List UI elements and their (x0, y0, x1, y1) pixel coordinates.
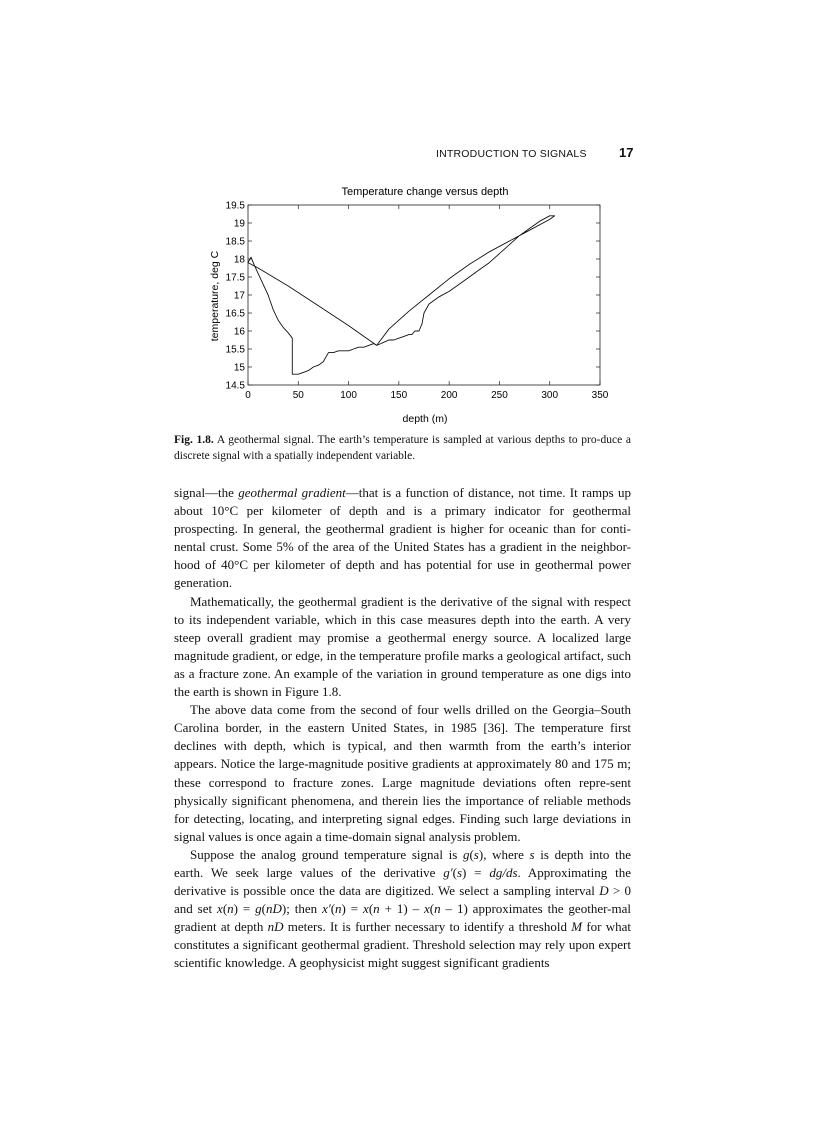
math-var: s (473, 846, 479, 862)
text-run: ( (330, 901, 336, 917)
text-run: ( (429, 901, 435, 917)
axis-ticks (226, 201, 609, 402)
text-run: ) = (462, 864, 490, 880)
text-run: ) = (233, 901, 256, 917)
page-number: 17 (619, 145, 634, 160)
y-tick-label: 18 (233, 254, 245, 266)
x-tick-label: 200 (440, 390, 458, 401)
text-run: ( (452, 864, 457, 880)
paragraph-1 (174, 484, 631, 593)
series-line-temperature (248, 216, 555, 374)
text-run: . Approximating the derivative is possible once the data are digitized. We select a sampling interval (174, 864, 631, 899)
y-tick-label: 19 (233, 218, 245, 230)
math-var: x′ (322, 901, 331, 917)
paragraph-3: The above data come from the second of four wells drilled on the Georgia–South Carolina border, in the eastern United States, in 1985 [36]. The temperature first declines with depth, which is typical, and then warmth from the earth’s interior appears. Notice the large-magnitude positive gradients at approximately 80 and 175 m; these correspond to fracture zones. Large magnitude deviations often repre-sent physically significant phenomena, and therein lies the importance of reliable methods for detecting, locating, and interpreting signal edges. Finding such large deviations in signal values is once again a time-domain signal analysis problem. (174, 702, 631, 844)
math-var: n (373, 901, 380, 917)
math-var: n (335, 901, 342, 917)
math-var: M (571, 919, 583, 935)
running-header: INTRODUCTION TO SIGNALS (436, 148, 587, 160)
x-tick-label: 300 (541, 390, 559, 401)
math-var: s (529, 846, 535, 862)
plot-frame (248, 205, 600, 385)
math-var: s (456, 864, 463, 880)
x-axis-label: depth (m) (402, 413, 448, 425)
math-var: x (217, 901, 223, 917)
text-run: ), where (478, 846, 530, 862)
x-tick-label: 350 (591, 390, 609, 401)
math-var: g′ (443, 864, 453, 880)
math-var: x (363, 901, 369, 917)
y-tick-label: 18.5 (225, 236, 245, 248)
text-run: + 1) – (379, 901, 424, 917)
text-run: meters. It is further necessary to identify a threshold (283, 919, 572, 935)
text-run: ); then (281, 901, 323, 917)
math-var: g (255, 901, 262, 917)
text-run: —that is a function of distance, not time. It ramps up about 10°C per kilometer of depth and is a primary indicator for geothermal prospecting. In general, the geothermal gradient is higher for oceanic than for conti-nental crust. Some 5% of the area of the United States has a gradient in the neighbor-hood of 40°C per kilometer of depth and has potential for use in geothermal power generation. (174, 485, 631, 591)
x-tick-label: 0 (245, 390, 251, 401)
y-tick-label: 14.5 (225, 380, 245, 392)
paragraph-4 (174, 846, 631, 973)
math-var: D (599, 883, 609, 899)
paragraph-2: Mathematically, the geothermal gradient is the derivative of the signal with respect to its independent variable, which in this case measures depth into the earth. A very steep overall gradient may promise a geothermal energy source. A localized large magnitude gradient, or edge, in the temperature profile marks a geological artifact, such as a fracture zone. An example of the variation in ground temperature as one digs into the earth is shown in Figure 1.8. (174, 593, 631, 700)
text-run: ( (368, 901, 374, 917)
x-tick-label: 100 (340, 390, 357, 401)
text-run: – 1) approximates the geother-mal gradient at depth (174, 901, 631, 935)
y-tick-label: 16 (233, 326, 245, 338)
math-var: dg/ds (489, 864, 518, 880)
caption-label: Fig. 1.8. (174, 434, 214, 446)
text-run: > 0 and set (174, 883, 631, 917)
x-tick-label: 50 (292, 390, 304, 401)
y-tick-label: 16.5 (225, 308, 245, 320)
y-axis-label: temperature, deg C (209, 250, 221, 342)
term-geothermal-gradient: geothermal gradient (238, 485, 346, 500)
y-tick-label: 15 (233, 362, 245, 374)
body-text (174, 484, 631, 973)
y-tick-label: 17 (233, 290, 245, 302)
math-var: x (423, 901, 430, 917)
text-run: ) = (341, 901, 364, 917)
text-run: for what constitutes a significant geothermal gradient. Threshold selection may rely upon expert scientific knowledge. A geophysicist might suggest significant gradients (174, 919, 632, 971)
math-var: nD (267, 919, 284, 935)
temperature-depth-chart (200, 180, 640, 430)
text-run: ( (261, 901, 267, 917)
math-var: g (462, 846, 470, 862)
figure-1-8 (200, 180, 640, 430)
chart-title: Temperature change versus depth (341, 186, 509, 198)
text-run: Suppose the analog ground temperature signal is (190, 846, 463, 862)
y-tick-label: 17.5 (225, 272, 245, 284)
y-tick-label: 15.5 (225, 344, 245, 356)
text-run: is depth into the earth. We seek large values of the derivative (174, 846, 631, 880)
math-var: n (227, 901, 234, 917)
text-run: ( (469, 846, 474, 862)
series-layer (248, 216, 555, 374)
math-var: nD (266, 901, 282, 917)
figure-caption (174, 432, 631, 464)
text-run: signal—the (174, 485, 239, 500)
x-tick-label: 150 (390, 390, 408, 401)
text-run: ( (222, 901, 228, 917)
caption-text: A geothermal signal. The earth’s temperature is sampled at various depths to pro-duce a discrete signal with a spatially independent variable. (174, 434, 631, 462)
x-tick-label: 250 (491, 390, 508, 401)
math-var: n (434, 901, 441, 917)
y-tick-label: 19.5 (225, 200, 245, 212)
